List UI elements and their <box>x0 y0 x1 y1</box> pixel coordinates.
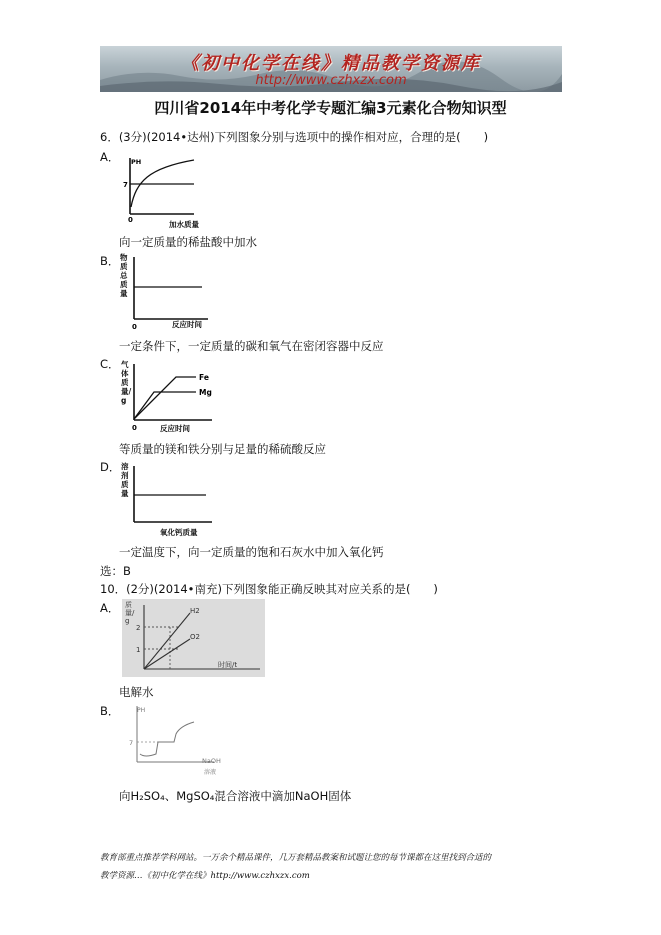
origin-label: 0 <box>132 424 137 432</box>
x-axis-sublabel: 溶液 <box>204 769 217 776</box>
option-letter: A． <box>100 601 120 615</box>
chart-electrolysis <box>122 599 265 677</box>
banner-url[interactable]: http://www.czhxzx.com <box>255 73 407 88</box>
answer-line: 选：B <box>100 564 131 578</box>
x-axis-label: 氧化钙质量 <box>160 528 198 537</box>
header-banner <box>100 46 562 92</box>
origin-label: 0 <box>132 323 137 331</box>
option-letter: B． <box>100 254 120 268</box>
series-fe-label: Fe <box>199 373 209 382</box>
y-tick-label: 2 <box>136 624 141 632</box>
y-axis-label: 质量/g <box>125 601 135 625</box>
chart-ph-naoh <box>118 702 228 780</box>
banner-title: 《初中化学在线》精品教学资源库 <box>181 53 481 74</box>
x-axis-label: 反应时间 <box>160 424 190 433</box>
chart-ph-dilution <box>118 152 198 224</box>
option-caption: 向一定质量的稀盐酸中加水 <box>119 235 257 249</box>
question-10-stem: 10．(2分)(2014•南充)下列图象能正确反映其对应关系的是( ) <box>100 582 438 596</box>
option-caption: 一定条件下，一定质量的碳和氧气在密闭容器中反应 <box>119 339 384 353</box>
y-axis-label: 气体质量/g <box>121 360 132 405</box>
x-axis-label: 反应时间 <box>172 320 202 329</box>
series-fe-line <box>134 377 196 419</box>
option-letter: C． <box>100 357 120 371</box>
y-axis-label: 物质总质量 <box>120 253 128 298</box>
series-mg-line <box>134 392 196 419</box>
x-axis-label: 时间/t <box>218 661 238 669</box>
footer-line-2: 教学资源…《初中化学在线》http://www.czhxzx.com <box>100 871 310 881</box>
y-tick-label: 7 <box>123 181 128 189</box>
y-tick-label: 1 <box>136 646 141 654</box>
series-mg-label: Mg <box>199 388 212 397</box>
footer-line-1: 教育部重点推荐学科网站。一万余个精品课件，几万套精品教案和试题让您的每节课都在这里找到合适的 <box>100 853 492 863</box>
y-tick-label: 7 <box>129 739 134 747</box>
option-letter: B． <box>100 704 120 718</box>
question-6-stem: 6．(3分)(2014•达州)下列图象分别与选项中的操作相对应，合理的是( ) <box>100 130 489 144</box>
y-axis-label: PH <box>137 707 146 714</box>
series-h2-label: H2 <box>190 607 200 615</box>
option-letter: A． <box>100 150 120 164</box>
option-caption: 一定温度下，向一定质量的饱和石灰水中加入氧化钙 <box>119 545 384 559</box>
option-letter: D． <box>100 460 121 474</box>
y-axis-label: PH <box>131 158 142 166</box>
series-o2-label: O2 <box>190 633 200 641</box>
ph-curve <box>140 722 194 756</box>
x-axis-label: 加水质量 <box>169 220 199 229</box>
document-title: 四川省2014年中考化学专题汇编3元素化合物知识型 <box>154 99 507 117</box>
y-axis-label: 溶剂质量 <box>121 462 129 498</box>
x-axis-label: NaOH <box>202 757 221 765</box>
option-caption: 等质量的镁和铁分别与足量的稀硫酸反应 <box>119 442 326 456</box>
option-caption: 电解水 <box>119 685 154 699</box>
option-caption: 向H₂SO₄、MgSO₄混合溶液中滴加NaOH固体 <box>119 789 352 803</box>
chart-solvent-mass <box>118 462 218 534</box>
origin-label: 0 <box>128 216 133 224</box>
